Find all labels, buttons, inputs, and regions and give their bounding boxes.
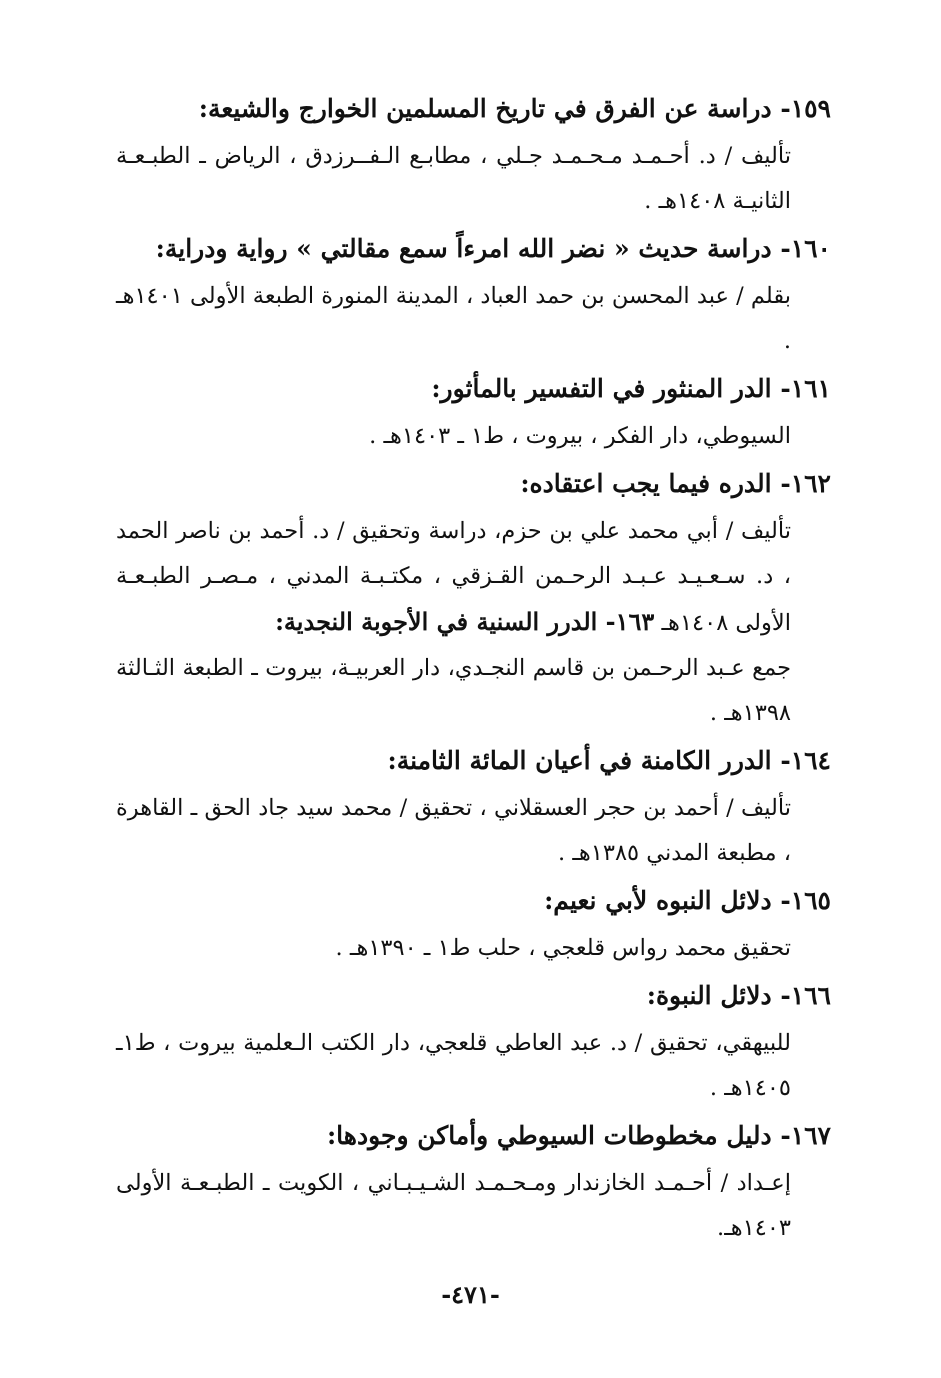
entry-title: ١٦١- الدر المنثور في التفسير بالمأثور: xyxy=(431,374,831,403)
entry-body: السيوطي، دار الفكر ، بيروت ، ط١ ـ ١٤٠٣هـ . xyxy=(369,423,791,449)
entry-164 xyxy=(116,736,831,876)
entry-body: تحقيق محمد رواس قلعجي ، حلب ط١ ـ ١٣٩٠هـ . xyxy=(335,935,791,961)
entry-title: ١٦٤- الدرر الكامنة في أعيان المائة الثامنة: xyxy=(387,746,831,775)
entry-title: ١٥٩- دراسة عن الفرق في تاريخ المسلمين الخوارج والشيعة: xyxy=(198,94,831,123)
entry-title: ١٦٧- دليل مخطوطات السيوطي وأماكن وجودها: xyxy=(326,1121,831,1150)
entry-body: للبيهقي، تحقيق / د. عبد العاطي قلعجي، دار الكتب الـعلمية بيروت ، ط١ـ ١٤٠٥هـ . xyxy=(116,1030,791,1101)
page-number: -٤٧١- xyxy=(441,1280,500,1309)
entry-161 xyxy=(116,364,831,459)
entry-body: تأليف / د. أحـمـد مـحـمـد جـلي ، مطابـع الـفــرزدق ، الرياض ـ الطبـعـة الثانيـة ١٤٠٨هـ . xyxy=(116,143,791,214)
entry-167 xyxy=(116,1111,831,1251)
entry-title: ١٦٠- دراسة حديث « نضر الله امرءاً سمع مقالتي » رواية ودراية: xyxy=(155,234,831,263)
entry-162 xyxy=(116,459,831,646)
entry-title: ١٦٦- دلائل النبوة: xyxy=(646,981,831,1010)
entry-159 xyxy=(116,84,831,224)
entry-body: بقلم / عبد المحسن بن حمد العباد ، المدينة المنورة الطبعة الأولى ١٤٠١هـ . xyxy=(116,283,791,354)
entry-165 xyxy=(116,876,831,971)
entry-body: إعـداد / أحـمـد الخازندار ومـحـمـد الشـيـبـاني ، الكويت ـ الطبـعـة الأولى ١٤٠٣هـ. xyxy=(116,1170,791,1241)
entry-body: تأليف / أحمد بن حجر العسقلاني ، تحقيق / محمد سيد جاد الحق ـ القاهرة ، مطبعة المدني ١٣٨٥هـ . xyxy=(116,795,791,866)
entry-body: جمع عـبد الرحـمن بن قاسم النجـدي، دار العربيـة، بيروت ـ الطبعة الثـالثة ١٣٩٨هـ . xyxy=(116,655,791,726)
entry-title: ١٦٢- الدره فيما يجب اعتقاده: xyxy=(520,469,831,498)
entry-body-text: تأليف / أبي محمد علي بن حزم، دراسة وتحقيق / د. أحمد بن ناصر الحمد ، د. سـعـيـد عـبـد الرحـمن القـزقي ، مكتـبـة المدني ، مـصـر الطبـعـة الأولى ١٤٠٨هـ xyxy=(116,518,791,636)
entry-title: ١٦٥- دلائل النبوه لأبي نعيم: xyxy=(544,886,831,915)
page-content xyxy=(116,84,831,1251)
entry-body xyxy=(116,509,831,646)
entry-166 xyxy=(116,971,831,1111)
entry-163 xyxy=(116,646,831,736)
entry-160 xyxy=(116,224,831,364)
entry-163-title: ١٦٣- الدرر السنية في الأجوبة النجدية: xyxy=(275,607,655,636)
